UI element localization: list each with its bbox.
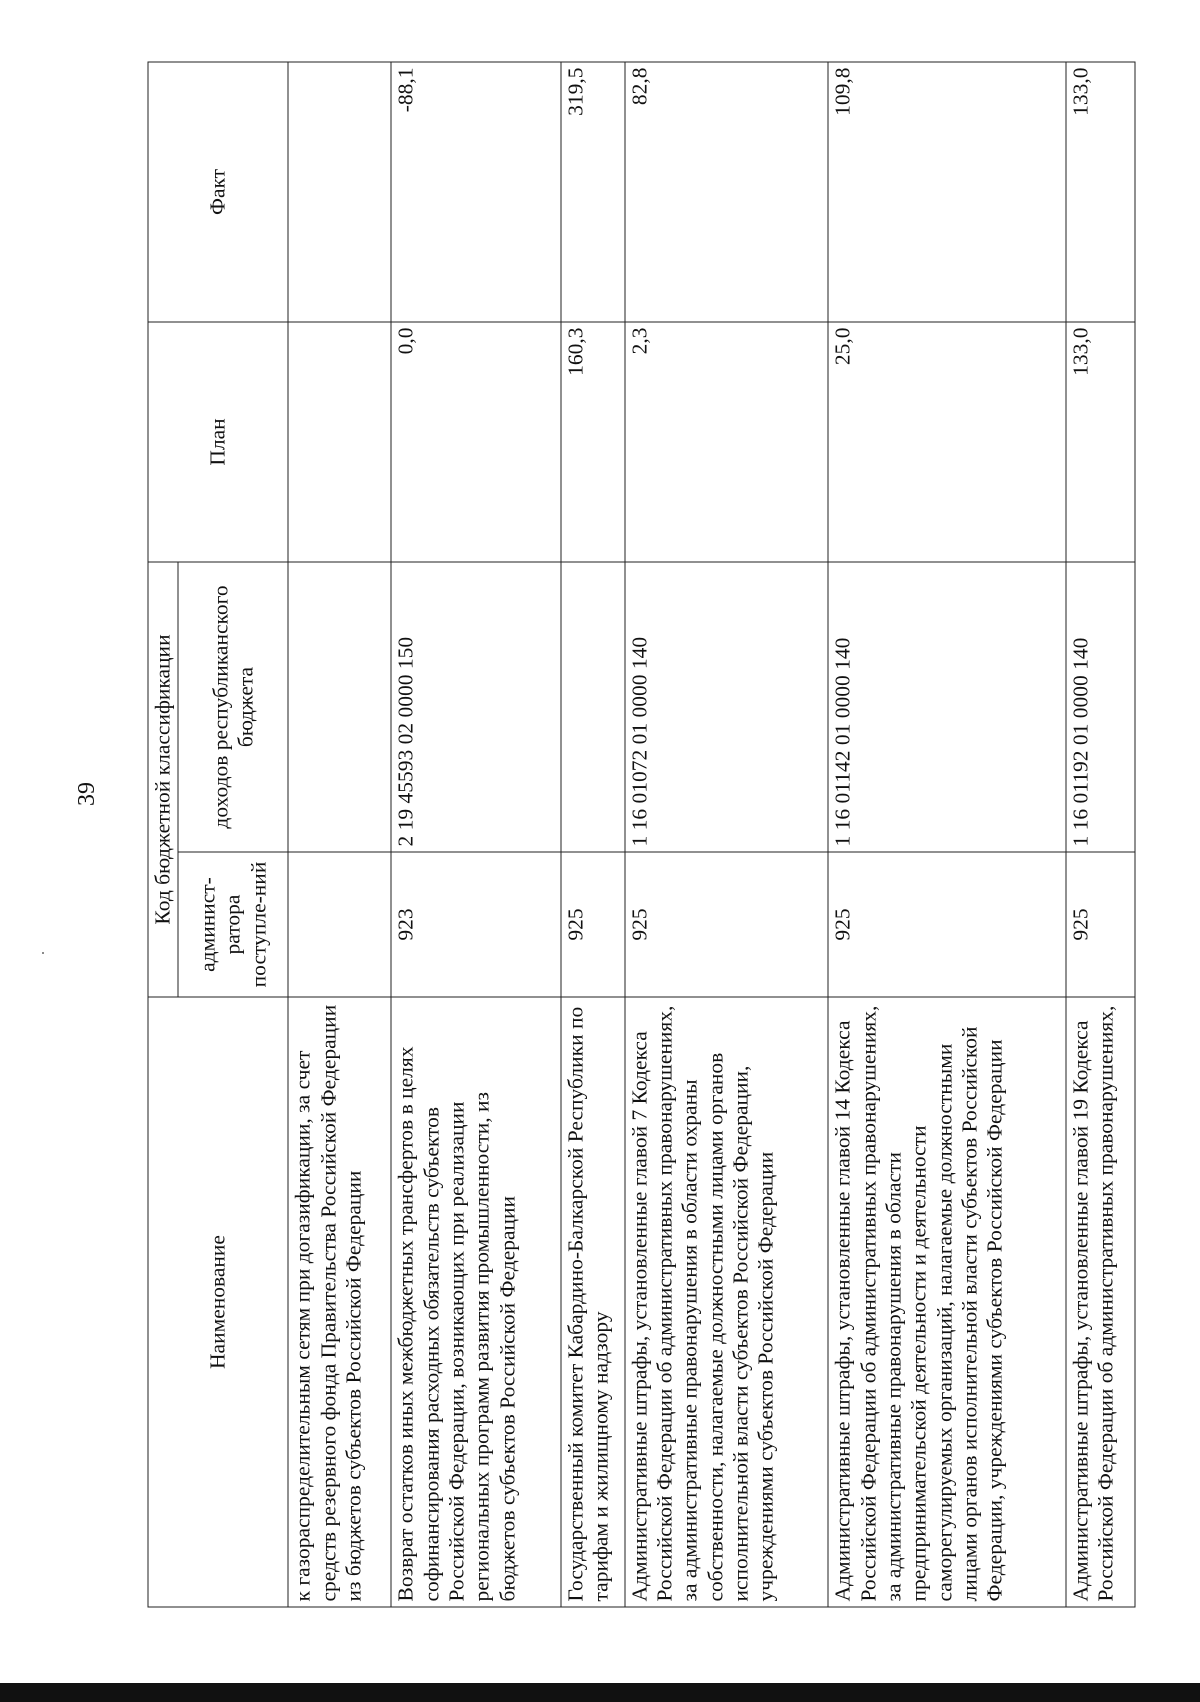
- row-admin: 925: [561, 852, 624, 997]
- row-fact: 82,8: [625, 62, 829, 322]
- row-fact: -88,1: [391, 62, 561, 322]
- row-fact: 133,0: [1066, 62, 1135, 322]
- header-admin: админист-ратора поступле-ний: [178, 852, 288, 997]
- row-code: [288, 562, 391, 852]
- row-admin: 925: [1066, 852, 1135, 997]
- scan-speck: [42, 952, 44, 954]
- table-row: [391, 62, 561, 1607]
- row-code: 1 16 01072 01 0000 140: [625, 562, 829, 852]
- table-row: [288, 62, 391, 1607]
- budget-table-rotated: [148, 63, 1136, 1608]
- row-admin: [288, 852, 391, 997]
- row-fact: [288, 62, 391, 322]
- row-code: 1 16 01142 01 0000 140: [828, 562, 1066, 852]
- page-number: 39: [73, 782, 100, 806]
- table-row: [1066, 62, 1135, 1607]
- row-plan: 133,0: [1066, 322, 1135, 562]
- row-plan: [288, 322, 391, 562]
- header-code-group: Код бюджетной классификации: [148, 562, 178, 997]
- table-row: [828, 62, 1066, 1607]
- row-admin: 925: [625, 852, 829, 997]
- row-plan: 25,0: [828, 322, 1066, 562]
- header-plan: План: [148, 322, 288, 562]
- header-name: Наименование: [148, 997, 288, 1607]
- row-fact: 109,8: [828, 62, 1066, 322]
- row-plan: 2,3: [625, 322, 829, 562]
- table-row: [561, 62, 624, 1607]
- table-row: [625, 62, 829, 1607]
- row-fact: 319,5: [561, 62, 624, 322]
- row-name: Административные штрафы, установленные главой 19 Кодекса Российской Федерации об административных правонарушениях,: [1066, 997, 1135, 1607]
- row-admin: 923: [391, 852, 561, 997]
- row-code: 1 16 01192 01 0000 140: [1066, 562, 1135, 852]
- row-name: Административные штрафы, установленные главой 14 Кодекса Российской Федерации об административных правонарушениях, за административные правонарушения в области предпринимательской деятельности и деятельности саморегулируемых организаций, налагаемые должностными лицами органов исполнительной власти субъектов Российской Федерации, учреждениями субъектов Российской Федерации: [828, 997, 1066, 1607]
- row-code: 2 19 45593 02 0000 150: [391, 562, 561, 852]
- row-name: к газораспределительным сетям при догазификации, за счет средств резервного фонда Правительства Российской Федерации из бюджетов субъектов Российской Федерации: [288, 997, 391, 1607]
- row-name: Административные штрафы, установленные главой 7 Кодекса Российской Федерации об административных правонарушениях, за административные правонарушения в области охраны собственности, налагаемые должностными лицами органов исполнительной власти субъектов Российской Федерации, учреждениями субъектов Российской Федерации: [625, 997, 829, 1607]
- scan-bottom-edge: [0, 1683, 1200, 1702]
- row-name: Возврат остатков иных межбюджетных трансфертов в целях софинансирования расходных обязательств субъектов Российской Федерации, возникающих при реализации региональных программ развития промышленности, из бюджетов субъектов Российской Федерации: [391, 997, 561, 1607]
- budget-table: [148, 61, 1136, 1607]
- row-code: [561, 562, 624, 852]
- row-plan: 160,3: [561, 322, 624, 562]
- header-income: доходов республиканского бюджета: [178, 562, 288, 852]
- header-fact: Факт: [148, 62, 288, 322]
- row-plan: 0,0: [391, 322, 561, 562]
- row-name: Государственный комитет Кабардино-Балкарской Республики по тарифам и жилищному надзору: [561, 997, 624, 1607]
- row-admin: 925: [828, 852, 1066, 997]
